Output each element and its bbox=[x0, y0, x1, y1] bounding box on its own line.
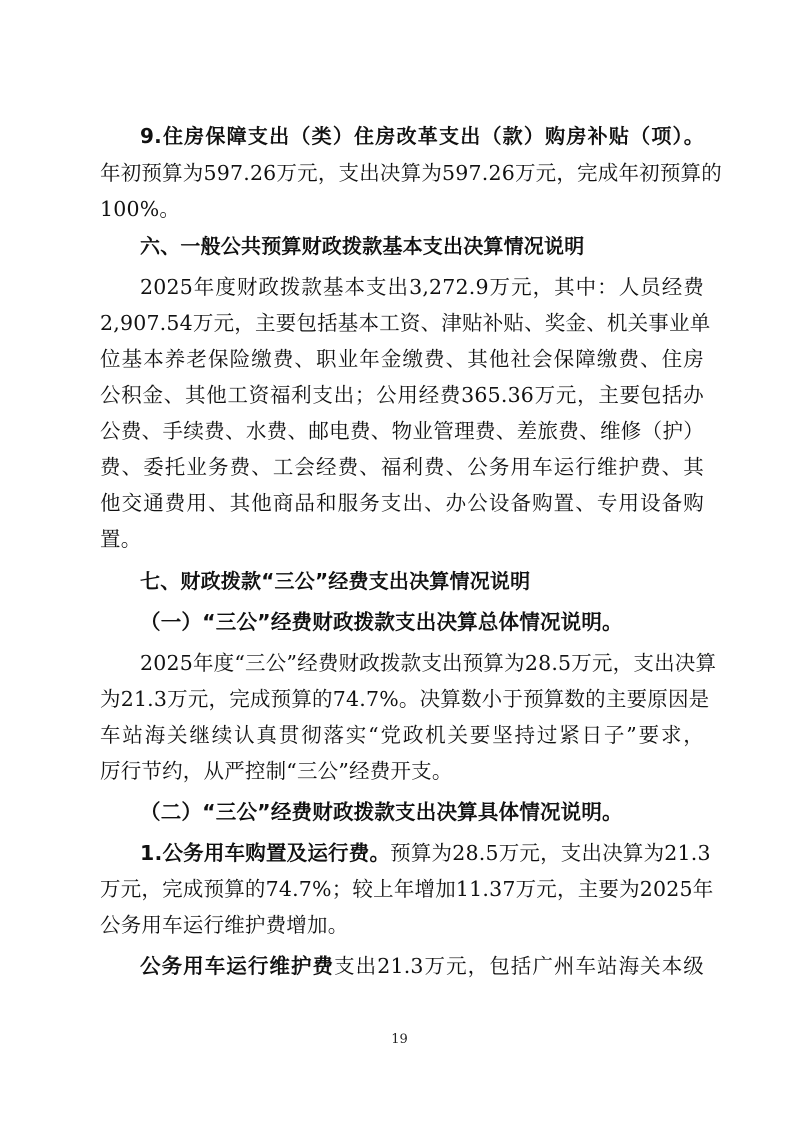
body-line bbox=[140, 838, 711, 868]
body-line: 公费、手续费、水费、邮电费、物业管理费、差旅费、维修（护） bbox=[100, 419, 704, 443]
body-line: 公积金、其他工资福利支出；公用经费365.36万元，主要包括办 bbox=[100, 383, 704, 407]
body-line: 厉行节约，从严控制“三公”经费开支。 bbox=[100, 759, 453, 783]
item9-title: 9.住房保障支出（类）住房改革支出（款）购房补贴（项）。 bbox=[140, 124, 704, 148]
body-line: 2025年度财政拨款基本支出3,272.9万元，其中：人员经费 bbox=[140, 275, 704, 299]
body-line: 置。 bbox=[100, 527, 142, 551]
item1-text: 预算为28.5万元，支出决算为21.3 bbox=[390, 841, 711, 865]
section-heading-7: 七、财政拨款“三公”经费支出决算情况说明 bbox=[140, 569, 531, 593]
body-line: 他交通费用、其他商品和服务支出、办公设备购置、专用设备购 bbox=[100, 491, 704, 515]
section-heading-6: 六、一般公共预算财政拨款基本支出决算情况说明 bbox=[140, 234, 585, 258]
body-line: 2,907.54万元，主要包括基本工资、津贴补贴、奖金、机关事业单 bbox=[100, 311, 711, 335]
item1b-title: 公务用车运行维护费 bbox=[140, 954, 335, 978]
body-line: 费、委托业务费、工会经费、福利费、公务用车运行维护费、其 bbox=[100, 455, 704, 479]
body-line: 位基本养老保险缴费、职业年金缴费、其他社会保障缴费、住房 bbox=[100, 347, 704, 371]
body-line: 车站海关继续认真贯彻落实“党政机关要坚持过紧日子”要求， bbox=[100, 723, 704, 747]
body-line: 公务用车运行维护费增加。 bbox=[100, 913, 349, 937]
body-line: 2025年度“三公”经费财政拨款支出预算为28.5万元，支出决算 bbox=[140, 651, 717, 675]
body-line: 100%。 bbox=[100, 197, 181, 221]
body-line: 为21.3万元，完成预算的74.7%。决算数小于预算数的主要原因是 bbox=[100, 687, 710, 711]
item1b-text: 支出21.3万元，包括广州车站海关本级 bbox=[334, 954, 704, 978]
body-line bbox=[140, 951, 704, 981]
subsection-heading-2: （二）“三公”经费财政拨款支出决算具体情况说明。 bbox=[140, 800, 623, 824]
body-line: 万元，完成预算的74.7%；较上年增加11.37万元，主要为2025年 bbox=[100, 877, 714, 901]
subsection-heading-1: （一）“三公”经费财政拨款支出决算总体情况说明。 bbox=[140, 610, 623, 634]
body-line: 年初预算为597.26万元，支出决算为597.26万元，完成年初预算的 bbox=[100, 161, 722, 185]
page-number: 19 bbox=[391, 1032, 408, 1047]
item1-title: 1.公务用车购置及运行费。 bbox=[140, 841, 391, 865]
